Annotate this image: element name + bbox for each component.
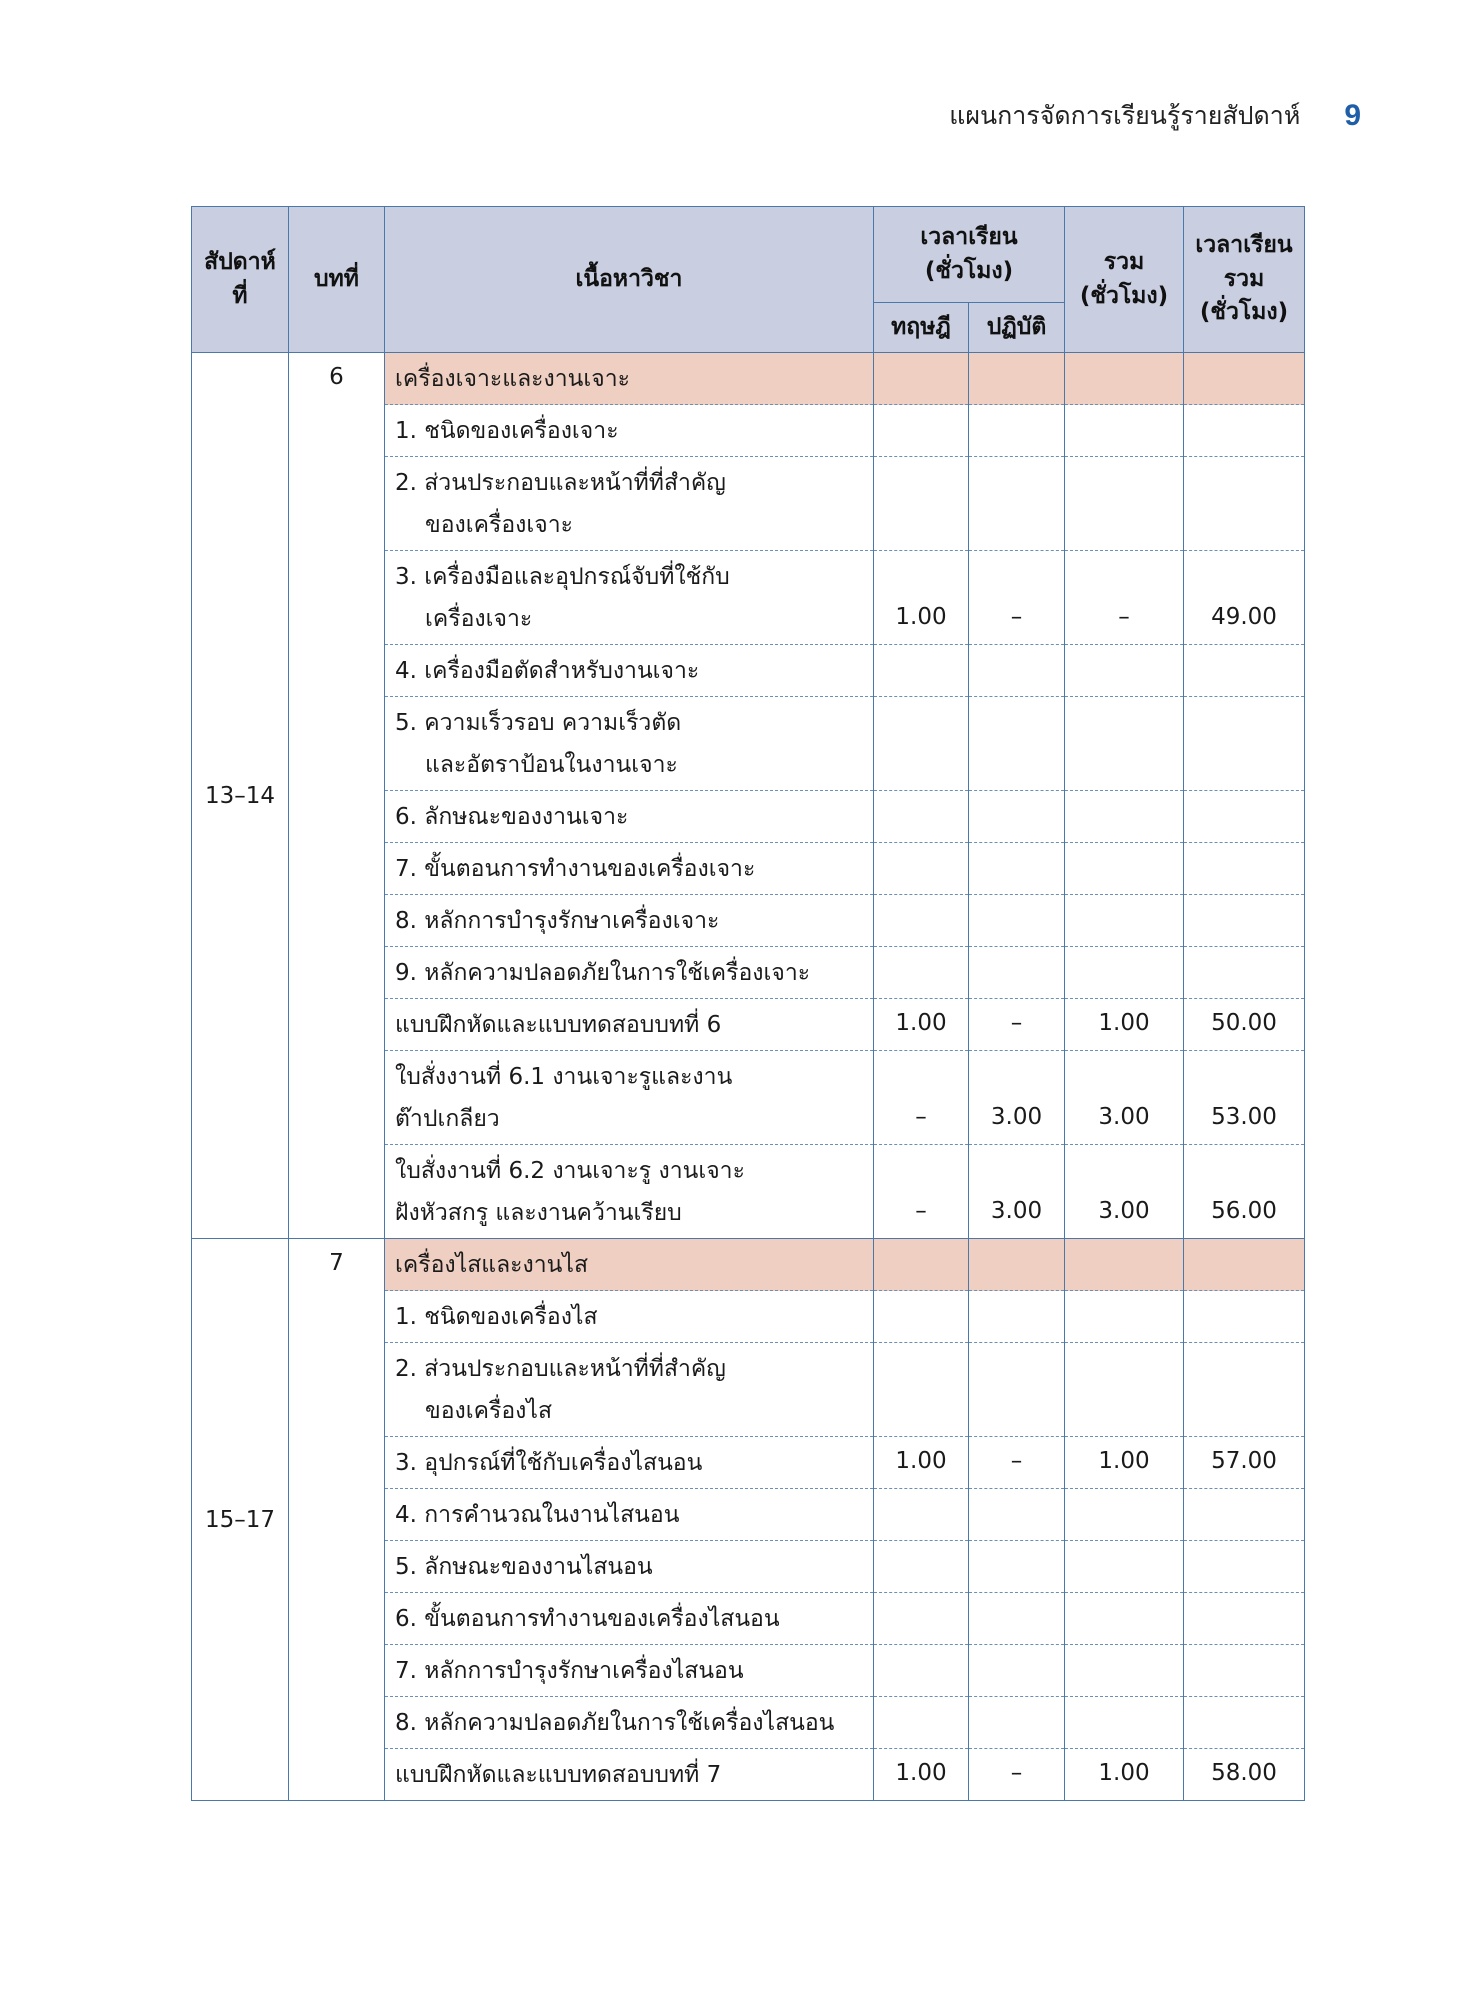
cumulative-hours: 58.00 (1184, 1749, 1305, 1801)
cumulative-hours: 56.00 (1184, 1145, 1305, 1239)
cumulative-hours: 49.00 (1184, 551, 1305, 645)
header-chapter: บทที่ (289, 207, 385, 353)
topic-row: แบบฝึกหัดและแบบทดสอบบทที่ 7 (385, 1749, 874, 1801)
theory-hours: – (874, 1145, 969, 1239)
page-number: 9 (1344, 99, 1361, 132)
topic-row: 6. ขั้นตอนการทำงานของเครื่องไสนอน (385, 1593, 874, 1645)
practice-hours: – (969, 1749, 1065, 1801)
header-study-time: เวลาเรียน (ชั่วโมง) (874, 207, 1065, 303)
topic-row: ใบสั่งงานที่ 6.2 งานเจาะรู งานเจาะ ฝังหัวสกรู และงานคว้านเรียบ (385, 1145, 874, 1239)
theory-hours: 1.00 (874, 999, 969, 1051)
topic-row: 6. ลักษณะของงานเจาะ (385, 791, 874, 843)
cumulative-hours: 57.00 (1184, 1437, 1305, 1489)
group-chapter-6 (192, 353, 1305, 1239)
topic-row: ใบสั่งงานที่ 6.1 งานเจาะรูและงาน ต๊าปเกลียว (385, 1051, 874, 1145)
running-head-title: แผนการจัดการเรียนรู้รายสัปดาห์ (949, 101, 1301, 130)
topic-row: 4. เครื่องมือตัดสำหรับงานเจาะ (385, 645, 874, 697)
topic-row: 1. ชนิดของเครื่องไส (385, 1291, 874, 1343)
group-chapter-7 (192, 1239, 1305, 1801)
topic-row: 4. การคำนวณในงานไสนอน (385, 1489, 874, 1541)
topic-row: แบบฝึกหัดและแบบทดสอบบทที่ 6 (385, 999, 874, 1051)
topic-row: 5. ลักษณะของงานไสนอน (385, 1541, 874, 1593)
total-hours: 1.00 (1065, 1437, 1184, 1489)
topic-row: 8. หลักความปลอดภัยในการใช้เครื่องไสนอน (385, 1697, 874, 1749)
theory-hours: 1.00 (874, 551, 969, 645)
total-hours: 1.00 (1065, 999, 1184, 1051)
header-theory: ทฤษฎี (874, 303, 969, 353)
total-hours: – (1065, 551, 1184, 645)
total-hours: 1.00 (1065, 1749, 1184, 1801)
chapter-title: เครื่องไสและงานไส (385, 1239, 874, 1291)
practice-hours: 3.00 (969, 1051, 1065, 1145)
week-range: 15–17 (192, 1239, 289, 1801)
chapter-title: เครื่องเจาะและงานเจาะ (385, 353, 874, 405)
practice-hours: – (969, 551, 1065, 645)
topic-row: 7. หลักการบำรุงรักษาเครื่องไสนอน (385, 1645, 874, 1697)
topic-row: 3. เครื่องมือและอุปกรณ์จับที่ใช้กับ เครื่องเจาะ (385, 551, 874, 645)
practice-hours: – (969, 1437, 1065, 1489)
chapter-number: 6 (289, 353, 385, 1239)
running-head (949, 96, 1361, 136)
cumulative-hours: 53.00 (1184, 1051, 1305, 1145)
cumulative-hours: 50.00 (1184, 999, 1305, 1051)
topic-row: 2. ส่วนประกอบและหน้าที่ที่สำคัญ ของเครื่องเจาะ (385, 457, 874, 551)
theory-hours: 1.00 (874, 1749, 969, 1801)
theory-hours: 1.00 (874, 1437, 969, 1489)
chapter-number: 7 (289, 1239, 385, 1801)
header-practice: ปฏิบัติ (969, 303, 1065, 353)
topic-row: 8. หลักการบำรุงรักษาเครื่องเจาะ (385, 895, 874, 947)
practice-hours: 3.00 (969, 1145, 1065, 1239)
practice-hours: – (969, 999, 1065, 1051)
total-hours: 3.00 (1065, 1145, 1184, 1239)
theory-hours: – (874, 1051, 969, 1145)
topic-row: 3. อุปกรณ์ที่ใช้กับเครื่องไสนอน (385, 1437, 874, 1489)
topic-row: 2. ส่วนประกอบและหน้าที่ที่สำคัญ ของเครื่องไส (385, 1343, 874, 1437)
header-total: รวม (ชั่วโมง) (1065, 207, 1184, 353)
header-week: สัปดาห์ ที่ (192, 207, 289, 353)
topic-row: 7. ขั้นตอนการทำงานของเครื่องเจาะ (385, 843, 874, 895)
topic-row: 5. ความเร็วรอบ ความเร็วตัด และอัตราป้อนในงานเจาะ (385, 697, 874, 791)
topic-row: 1. ชนิดของเครื่องเจาะ (385, 405, 874, 457)
header-content: เนื้อหาวิชา (385, 207, 874, 353)
total-hours: 3.00 (1065, 1051, 1184, 1145)
topic-row: 9. หลักความปลอดภัยในการใช้เครื่องเจาะ (385, 947, 874, 999)
week-range: 13–14 (192, 353, 289, 1239)
header-cumulative: เวลาเรียน รวม (ชั่วโมง) (1184, 207, 1305, 353)
weekly-plan-table (191, 206, 1305, 1801)
